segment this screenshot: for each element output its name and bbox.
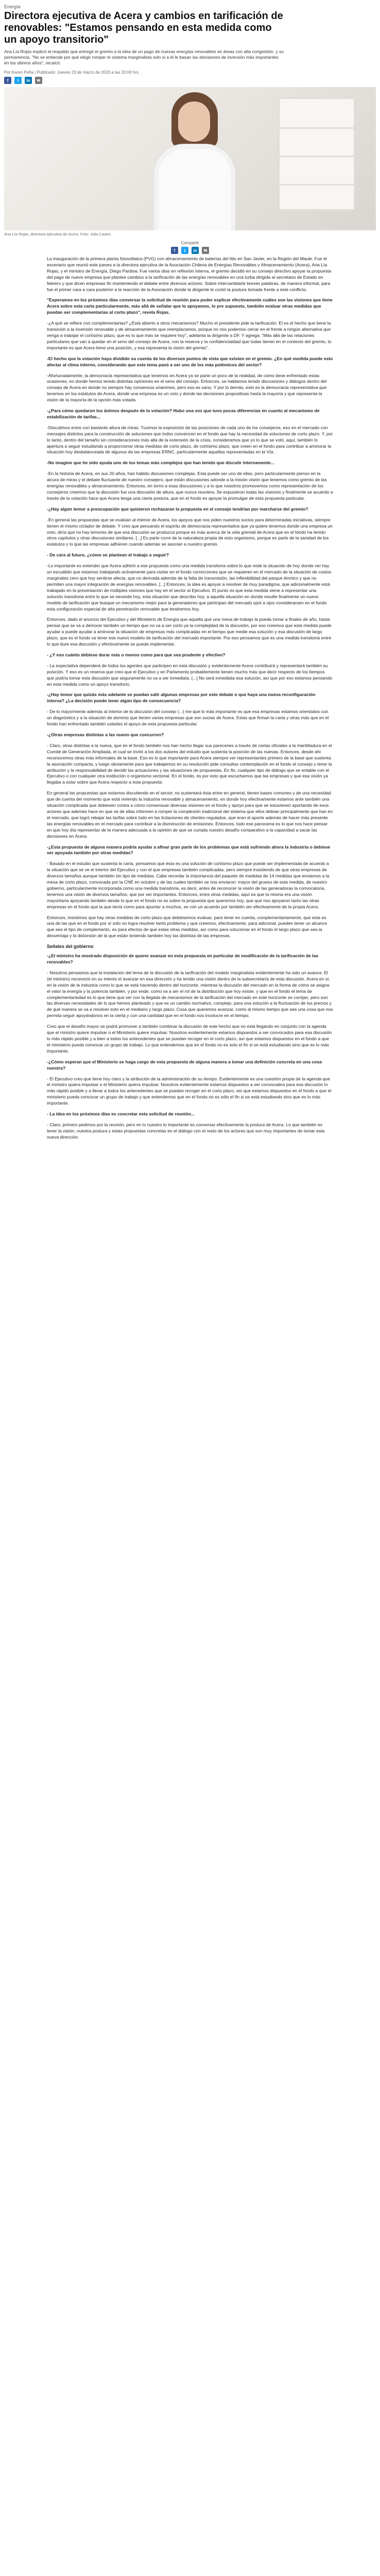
article-body bbox=[47, 256, 333, 1141]
share-label: Compartir bbox=[181, 241, 199, 245]
section-label[interactable]: Energía bbox=[4, 4, 21, 9]
interview-question: -¿Cómo esperan que el Ministerio se haga cargo de esta propuesta de alguna manera a tomar una definición concreta en una cosa nuestra? bbox=[47, 1059, 322, 1071]
body-paragraph: Entonces, dado el anuncio del Ejecutivo y del Ministerio de Energía que aquella que una mesa de trabajo la pueda tomar a finales de año, hasta pensar que se va a demorar también un tiempo que no va a ser corto ya la complejidad de la discusión, por eso creemos que esta medida puede ayudar a puede ayudar a aminorar la situación de empresas más complicadas en el tiempo que medie esa solución y esa discusión de largo plazo, que es el fondo va tener ese nuevo modelo de tarificación del mercado importante. Por eso pensamos que es una medida transitoria entre lo que dure esa discusión y efectivamente se pueda implementar. bbox=[47, 617, 332, 647]
body-paragraph: -Lo importante es entender que Acera adhirió a ese propuesta como una medida transitoria sobre lo que mide la situación de hoy donde ver hay un escuálido que estamos trabajando activamente para visitar en el fondo correcciones que se requieren en el mercado de la situación de costos marginales cero que hoy sentirse afecta, que no derivada además de la falta de transmisión, las inflexibilidad del parque térmico y que no permiten una mayor integración de energías renovables. [...] Entonces, la idea es apoyar a resolver de muy paradigma, que adicionalmente está trabajado en la presentación de múltiples visiones que hay en el sector al Ejecutivo. El punto es que esta medida viene a representar una solución transitoria entre lo que se necesite hoy, esta situación que describo hoy, a aquella situación en donde resulte finalmente un nuevo modelo de tarificación que busque un mecanismo mejor para la generadores que participan del mercado spot a ojos considerarsen en el fondo esta configuración especial de alta penetración renovable que tendremos hoy. bbox=[47, 563, 332, 612]
body-paragraph: - De lo mayormente además al interior de la discusión del consejo (...) me que lo más importante es que esa empresas estamos orientados con un diagnóstico y a la situación de dominio que tienen varias empresas que son socias de Acera. Estas que firman la carta y otras más que en el fondo han enfrentado también ustedes el apoyo de esta propuesta particular. bbox=[47, 709, 329, 727]
interview-question: -No imagine que he sido ayuda uno de los temas más complejos que han tenido que discutir internamente... bbox=[47, 460, 274, 466]
interview-question: -El hecho que la votación haya dividido su cuenta de los diversos puntos de vista que existen en el gremio. ¿En qué medida puede esto afectar al clima interno, considerando que este tema pasó a ser uno de los más polémicos del sector? bbox=[47, 355, 333, 367]
body-paragraph: -Discutimos entre con bastante altura de miras. Tuvimos la exposición de las posiciones de cada uno de los consejeros, eso en el mercado con mensajes distintos para la construcción de soluciones que todos convencen en el fondo que hay la necesidad de soluciones de corto plazo. Y, por lo tanto, dentro del tamaño sin consideraciones más allá de la extensión de la crisis, consideramos que yo lo que se votó, aquí, también lo apertura a seguir estudiando a proporcionar otras medidas de corto plazo, de cortísimo plazo, que creen en el fondo para contribuir a aminorar la situación hoy desbalanceada de algunos de las empresas ERNC, particularmente aquellas representadas en la Vía. bbox=[47, 425, 333, 455]
article-byline: Por Karen Peña | Publicado: Jueves 23 de marzo de 2023 a las 20:00 hrs. bbox=[4, 70, 140, 75]
photo-caption: Ana Lía Rojas, directora ejecutiva de Acera. Foto: Julia Castro. bbox=[4, 232, 112, 236]
twitter-icon[interactable]: t bbox=[181, 247, 188, 254]
email-icon[interactable]: ✉ bbox=[202, 247, 209, 254]
email-icon[interactable]: ✉ bbox=[35, 77, 42, 84]
body-paragraph: -En general las propuestas que se evalúan al interior de Acera, los apoyos que nos piden nuestros socios para determinadas iniciativas, siempre tienen el mismo ciclador de debate. Y creo que pensando el espíritu de democracia representativa que ya quiere tenemos donde una empresa un voto, diría que no hay temores de que esa discusión se produzca porque es más acerca de la vida gremial de Acera que en el fondo ha tenido otros capítulos y otras discusiones similares. [...] Es parte corre de la naturaleza propia de esto organismo, porque es parte de la sanidad de los estatutos y lo que las empresas adhieren cuando además se asocian a nuestro gremio. bbox=[47, 517, 333, 547]
body-paragraph: - Claro, otras distintas a la nueva, que en el fondo también nos han hecho llegar sus parecenes a través de cartas oficiales a la mantilladura en el Comité de Generación Ampliada, el cual se invitó a los dos autores del estudio que sustenta la posición de las nuevas. Entonces, desde ahí reconocemos otras más informales de la base. Eso es lo que importante para Acera siempre ver representantes primero de la base que sustenta la asociación compacta, y luego obviamente para que trabajemos en su resolución pide consultas contemplación en el fondo al consejo y tener la atribución y la responsabilidad de decidir las actuaciones y las situaciones de propuestas. En fin, cualquier tipo de diálogo que se entable con el Ejecutivo o con cualquier otra institución o organismo sectorial. En el fondo, es por esto que escuchamos que las empresas y que esa visión ya llegaba a estar sobre que Acera respecto a esta propuesta. bbox=[47, 742, 332, 785]
interview-question: -¿Hay algún temor a preocupación que quisieron rechazaran la propuesta en el consejo tendrían por marcharse del gremio? bbox=[47, 506, 308, 512]
photo-shelf bbox=[278, 97, 355, 211]
body-paragraph: En general las propuestas que estamos discutiendo en el sector, no sustentará ésta entre en general, tienen bases comunes y de una necesidad que de cuenta del momento que está viviendo la industria renovable y almacenamiento, en donde hoy efectivamente estamos ante también una situación complicada que debiesen contra a cómo consensuar diversas visiones en el fondo y apoyo para que se estuviesen aportando de esos actores que además hace en que se de ellas informen a romper la complexión tradicional del sistema que ellos debían principalmente que han en el mercado, que logró rebajar las tarifas sobre todo en las licitaciones de clientes regulados, que eran el aporte además de hacer más presente las energías renovables en el mercado para contribuir a la disminución de emisiones. Entonces, todo ese panorama es lo que nos hace pensar en que hoy día representar de la manera adecuada a la opinión de que se cumpla nuestro desafío comparativo a la capacidad a sacar las decisiones en Acera. bbox=[47, 790, 333, 839]
linkedin-icon[interactable]: in bbox=[192, 247, 199, 254]
body-paragraph: -¿A qué se refiere con complementarias? ¿Está abierto a otros mecanismos? Mucho el presidente pide la tarificación. El es el hecho que tiene la transición a la inversión renovable y de almacenamiento que reemplazamos, porque no nos podemos cerrar en el frente a ningún alternativa que venga a trabajar el cortísimo plazo, que es lo que más se requiere hoy", adelanta la dirigente a DF. Y agrega: "Más allá de las relaciones particulares que van a quedar en el seno del consejo de Acera, con la reserva y la confidencialidad que todas tienen en el contexto del gremio, lo importante es que Acera tiene una posición, y esa representa la visión del gremio". bbox=[47, 320, 332, 350]
body-paragraph: Creo que el desafío mayor se podrá promover a también combinar la discusión de este hecho que no está llegando en conjunto con la agenda que el ministro quiere impulsar o el Ministerio quiere impulsar. Nosotros evidentemente estamos dispuestos a ser convocados para esa discusión lo más rápido posible y a bien a todos los antecedentes que se puedan recoger en el corto plazo, así que estamos dispuestos en el fondo a que el ministerio pueda convocar un grupo de trabajo. Lo que entendemos que en el fondo no es solo el fin si se está estudiando sino que es lo más importante. bbox=[47, 1024, 332, 1054]
body-paragraph: - Claro, primero pedimos por la reunión, pero en lo nuestro lo importante es conversar efectivamente la postura de Acera. Lo que también es tener la visión, nuestra postura y estas propuestas concretas en el diálogo con el resto de los actores que son muy importantes de tomar esta nueva dirección. bbox=[47, 1122, 325, 1140]
facebook-icon[interactable]: f bbox=[4, 77, 11, 84]
share-icons bbox=[0, 247, 380, 254]
section-heading: Señales del gobierno bbox=[47, 944, 94, 950]
body-paragraph: - La expectativa dependerá de todos los agentes que participen en esta discusión y evidentemente Acera contribuirá y representará también su posición. Y eso es un reserva que creo que el Ejecutivo y en Parlamento probablemente tienen mucho más que decir respecto de los tiempos que podría tomar esta discusión que seguramente no va a ser inmediata. [...] No será inmediata esa solución, así que por eso estamos pensando en esta medida como un apoyo transitorio. bbox=[47, 663, 333, 687]
article-photo bbox=[4, 87, 376, 230]
interview-question: -¿Hay temor que quizás más adelante se puedan salir algunas empresas por este debate o que haya una nueva reconfiguración interna? ¿La decisión puede tener algún tipo de consecuencia? bbox=[47, 692, 316, 704]
interview-question: -¿Para cómo quedaron los ánimos después de la votación? Hubo una voz que tuvo pocas diferencias en cuanto al mecanismo de estabilización de tarifas... bbox=[47, 408, 320, 419]
interview-question: - ¿Y eso cuánto debiese durar más o menos como para que sea prudente y efectivo? bbox=[47, 652, 226, 657]
interview-question: -¿Otras empresas distintas a las nuevo que concurren? bbox=[47, 732, 164, 737]
body-paragraph: - El Ejecutivo creo que tiene hoy claro y la atribución de la administración de su tiempo. Evidentemente es una cuestión propia de la agenda que el ministro quiera impulsar o el Ministerio quiera impulsar. Nosotros evidentemente estamos dispuestos a ser convocados para esa discusión lo más rápido posible y a llevar a todos los antecedentes que se puedan recoger en el corto plazo, así que estamos dispuestos en el fondo a que el ministerio pueda convocar un grupo de trabajo y que entendemos que en el fondo no es sólo el fin si se está estudiando sino que es lo más importante. bbox=[47, 1076, 332, 1106]
body-paragraph: - Basado en el estudio que sustenta la carta, pensamos que ésta es una solución de cortísimo plazo que puede ser implementada de acuerdo a la situación que se ve el interior del Ejecutivo y con el que empresas también complicadas, pero siempre insistiendo de que otras empresas de diversos tamaños aunque también sin tipo de medidas. Cabe recordar la importancia del paquete de medidas de 14 medidas que enviamos a la mesa de corto plazo, convocada por la CNE en octubre y de las cuales también se nos enviaron: mayor del grueso de esta medida, de nuestro gobierno, particularmente incorporada como una medida transitoria, es decir, antes de reconocer la visión de las generadoras la convocatoria, tenemos una visión de diversos tamaños, que por ser importantes. Entonces, entre otras medidas, aquí es que la misma era una visión mayoritaria apoyando también desde lo que en el fondo no es sobre la propuesta que queremos hoy, que que nos apoyaron tanto las otras empresas en el fondo que la que tenía como para apuntar a muchos, se con un acuerdo por también ser efectivamente de la propia Acera. bbox=[47, 861, 330, 909]
article-page bbox=[0, 0, 380, 1166]
share-block bbox=[0, 238, 380, 256]
body-paragraph: - Nosotros pensamos que la instalación del tema de la discusión de la tarificación del modelo marginalista evidentemente ha sido un avance. El (el ministro) reconoció en su interés el avanzar en esa dirección y ha tenido una visión dentro de la subsecretaría de esta discusión. Acera en sí, en la visión de la industria como lo que se está haciendo dentro del horizonte, mientras la discusión del mercado en la forma de cómo se asigna el valor la energía y la potencia también, y por ende, como va a ser el rol de la distribución que hoy existe, y que en el fondo el tema de complementariedad es lo que tiene que ver con la llegada de mecanismos de la tarificación del mercado en este horizonte se corrijan, pero son las diversas necesidades de lo que hemos planteado y que es un cambio normativo, complejo, para una solución a la fluctuación de los precios y de qué manera se va a resolver esto en el mediano y largo plazo. Cosa que queremos avanzar, como al mismo tiempo que sea una cosa que nos permita seguir apoyándonos en la cierta y con una cantidad que en el fondo nos involucre en el tiempo. bbox=[47, 970, 333, 1019]
interview-question: -¿Esta propuesta de alguna manera podría ayudar a afinar gran parte de los problemas que está sufriendo ahora la industria o debiese ser apoyada también por otras medidas? bbox=[47, 844, 331, 856]
linkedin-icon[interactable]: in bbox=[25, 77, 32, 84]
article-headline: Directora ejecutiva de Acera y cambios en tarificación de renovables: "Estamos pensando en esta medida como un apoyo transitorio" bbox=[4, 10, 283, 45]
article-subhead: Ana Lía Rojas explicó el respaldo que entregó el gremio a la idea de un pago de nuevas energías renovables en áreas con alta congestión, y su permanencia. "No se entiende por qué elegir romper el sistema marginalista solo si a él le basan las decisiones de inversión más importantes en los últimos años", recalcó. bbox=[4, 49, 284, 65]
interview-question: "Esperamos en los próximos días conversar la solicitud de reunión para poder explicar efectivamente cuáles son las visiones que tiene Acera sobre esta carta particularmente, más allá de señalar que lo apoyamos, lo pre supuesto, también evaluar otras medidas que puedan ser complementarias al corto plazo", revela Rojas. bbox=[47, 297, 333, 315]
interview-question: - De cara al futuro, ¿cómo se plantean el trabajo a seguir? bbox=[47, 552, 169, 558]
photo-person bbox=[153, 92, 231, 230]
twitter-icon[interactable]: t bbox=[14, 77, 22, 84]
interview-question: - La idea en los próximos días es concretar esta solicitud de reunión... bbox=[47, 1111, 195, 1117]
body-paragraph: La inauguración de la primera planta fotovoltaica (PVG) con almacenamiento de baterías del litio en San Javier, en la Región del Maule. Fue el escenario que reunió este jueves a la directora ejecutiva de la Asociación Chilena de Energías Renovables y Almacenamiento (Acera), Ana Lía Rojas, y el ministro de Energía, Diego Pardow. Fue varios días en reflexión interna, el gremio decidió en su consejo directivo apoyar la propuesta del pago de nuevo empresa que plantee cambios a la tarificación de las energías renovables en una turba dirigida al secretario de Estado en febrero y que dicen empresas fin manteniendo el debate entre diversos actores. Sobre intercambiarle breves palabras, de manera informal, para fue el primer cara a cara posterior a la reacción de la Asociación donde la dirigente le contó la postura tomada frente a este conflicto. bbox=[47, 256, 332, 292]
body-paragraph: -En la historia de Acera, en sus 20 años, han habido discusiones complejas. Esta puede ser uno de ellas, pero particularmente pienso en la alcura de miras y el debate fluctuante de nuestro consejero, que están discusiones adonde a la misión visión que tenemos como gremio de las energías renovables y almacenamiento. Entonces, en torno a esas discusiones y a lo que nosotros promovemos como representación de los consejeros creemos que la discusión fue una discusión de altura, que nunca reuniera. Se expusieron todas las visiones y finalmente se acuerdo a través de la votación hace que Acera tenga una cierta postura, que en el fondo es apoyar la promulgar de esta propuesta particular. bbox=[47, 471, 333, 501]
interview-question: -¿El ministro ha mostrado disposición de querer avanzar en esta propuesta en particular de modificación de la tarificación de las renovables? bbox=[47, 953, 319, 964]
facebook-icon[interactable]: f bbox=[171, 247, 178, 254]
body-paragraph: -Afortunadamente, la democracia representativa que tenemos en Acera ya se parte un poco de la realidad, de cómo tiene enfrentado estas ocasiones, en donde hemos tenido distintas opiniones en el seno del consejo. Entonces, se hablamos tenido discusiones y diálogos dentro del consejo de Acera en donde no siempre hay consensos unánimes, pero eso es sano. Y por lo demás, esto es la democracia representativa que tenemos en los estatutos de Acera, donde una empresa es un voto y donde las decisiones propositivas hasta la mayoría y que representa la visión de la mayoría de la opción más votada. bbox=[47, 372, 327, 403]
body-paragraph: Entonces, insistimos que hay otras medidas de corto plazo que debiésemos evaluar, para tener en cuenta, complementariamente, que esta es una de las que en el fondo por sí solo no logra resolver tanto problema y que creemos, efectivamente, para adicional, pueden tener un alcance que sea el tipo de complemento, es para efectos de que estas otras medidas, así como para solucionar en el fondo el largo plazo que sea la desventaja y la distorsión de la que están teniendo también hoy las distintas de las empresas. bbox=[47, 914, 327, 939]
share-row-top bbox=[0, 77, 380, 87]
